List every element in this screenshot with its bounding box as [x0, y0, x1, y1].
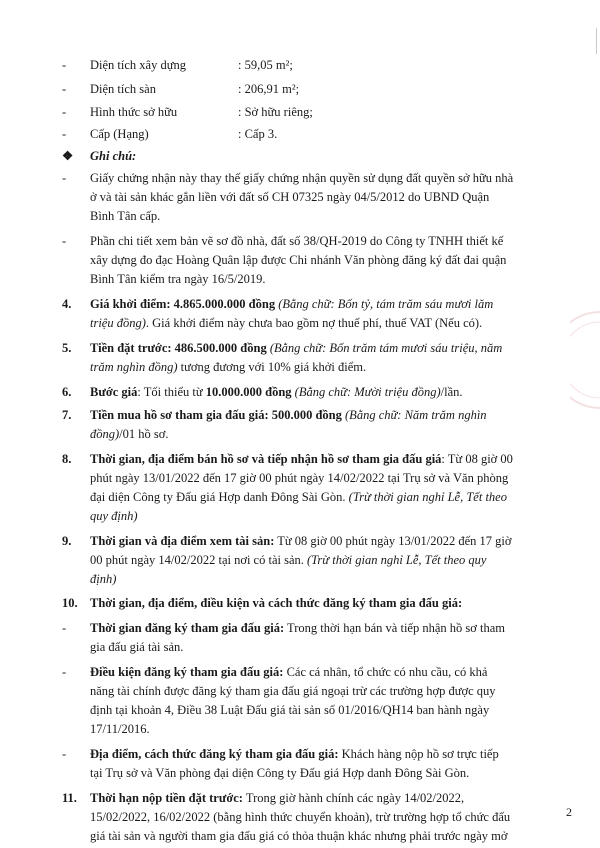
- words: đồng): [90, 427, 120, 441]
- item-value: : 206,91 m²;: [238, 82, 300, 96]
- dash-bullet: -: [62, 127, 67, 141]
- label: Thời hạn nộp tiền đặt trước:: [90, 791, 243, 805]
- section-7-line-1: [90, 409, 487, 422]
- section-5-line-1: [90, 342, 502, 355]
- section-number: 4.: [62, 297, 72, 311]
- note-title: Ghi chú:: [90, 149, 137, 163]
- label: Thời gian đăng ký tham gia đấu giá:: [90, 621, 285, 635]
- section-4-line-1: [90, 298, 493, 311]
- dash-bullet: -: [62, 665, 67, 679]
- dash-bullet: -: [62, 171, 67, 185]
- item-label: Hình thức sở hữu: [90, 105, 178, 119]
- section-9-line-3: định): [90, 572, 117, 586]
- item-value: : Cấp 3.: [238, 127, 278, 141]
- section-10a-line-2: gia đấu giá tài sản.: [90, 640, 184, 654]
- section-9-line-1: [90, 535, 512, 548]
- amount: 486.500.000 đồng: [174, 341, 267, 355]
- page-number: 2: [566, 805, 572, 819]
- section-7-line-2: [90, 428, 169, 441]
- dash-bullet: -: [62, 58, 67, 72]
- dash-bullet: -: [62, 747, 67, 761]
- words: (Bằng chữ: Bốn tỷ, tám trăm sáu mươi lăm: [278, 297, 494, 311]
- section-10b-line-4: 17/11/2016.: [90, 722, 150, 736]
- text: Khách hàng nộp hồ sơ trực tiếp: [338, 747, 499, 761]
- faded-stamp: [570, 300, 600, 420]
- item-value: : Sở hữu riêng;: [238, 105, 313, 119]
- section-10b-line-2: năng tài chính được đăng ký tham gia đấu giá ngoại trừ các trường hợp được quy: [90, 684, 496, 698]
- text: đại diện Công ty Đấu giá Hợp danh Đông Sài Gòn.: [90, 490, 349, 504]
- amount: 4.865.000.000 đồng: [173, 297, 276, 311]
- section-11-line-1: [90, 792, 464, 805]
- section-10-title: Thời gian, địa điểm, điều kiện và cách thức đăng ký tham gia đấu giá:: [90, 596, 463, 610]
- label: Bước giá: [90, 385, 138, 399]
- amount: 10.000.000 đồng: [205, 385, 292, 399]
- section-number: 8.: [62, 452, 72, 466]
- label: Thời gian và địa điểm xem tài sản:: [90, 534, 275, 548]
- item-label: Diện tích xây dựng: [90, 58, 186, 72]
- text: . Giá khởi điểm này chưa bao gồm nợ thuế phí, thuế VAT (Nếu có).: [145, 316, 483, 330]
- text: : Từ 08 giờ 00: [441, 452, 513, 466]
- words: (Bằng chữ: Năm trăm nghìn: [341, 408, 487, 422]
- note: (Trừ thời gian nghỉ Lễ, Tết theo: [348, 490, 507, 504]
- label: Giá khởi điểm:: [90, 297, 171, 311]
- words: (Bằng chữ: Bốn trăm tám mươi sáu triệu, năm: [269, 341, 503, 355]
- dash-bullet: -: [62, 234, 67, 248]
- label: Thời gian, địa điểm bán hồ sơ và tiếp nhận hồ sơ tham gia đấu giá: [90, 452, 442, 466]
- text: 00 phút ngày 14/02/2022 tại nơi có tài sản.: [90, 553, 307, 567]
- label: Tiền mua hồ sơ tham gia đấu giá: 500.000 đồng: [90, 408, 342, 422]
- section-number: 10.: [62, 596, 78, 610]
- item-label: Diện tích sàn: [90, 82, 156, 96]
- words: (Bằng chữ: Mười triệu đồng): [291, 385, 441, 399]
- section-8-line-2: phút ngày 13/01/2022 đến 17 giờ 00 phút ngày 14/02/2022 tại Trụ sở và Văn phòng: [90, 471, 509, 485]
- label: Tiền đặt trước:: [90, 341, 172, 355]
- dash-bullet: -: [62, 82, 67, 96]
- section-10a-line-1: [90, 622, 505, 635]
- text: : Tối thiểu từ: [137, 385, 206, 399]
- note-line: Giấy chứng nhận này thay thế giấy chứng nhận quyền sử dụng đất quyền sở hữu nhà: [90, 171, 514, 185]
- section-10c-line-1: [90, 748, 499, 761]
- section-11-line-2: 15/02/2022, 16/02/2022 (bằng hình thức chuyển khoản), trừ trường hợp tổ chức đấu: [90, 810, 511, 824]
- note-line: Bình Tân cấp.: [90, 209, 161, 223]
- section-number: 5.: [62, 341, 72, 355]
- section-10b-line-1: [90, 666, 487, 679]
- section-number: 7.: [62, 408, 72, 422]
- item-label: Cấp (Hạng): [90, 127, 149, 141]
- note: (Trừ thời gian nghỉ Lễ, Tết theo quy: [307, 553, 487, 567]
- section-number: 9.: [62, 534, 72, 548]
- words: triệu đồng): [90, 316, 146, 330]
- text: Từ 08 giờ 00 phút ngày 13/01/2022 đến 17 giờ: [274, 534, 512, 548]
- label: Địa điểm, cách thức đăng ký tham gia đấu giá:: [90, 747, 339, 761]
- note-line: Bình Tân kiểm tra ngày 16/5/2019.: [90, 272, 266, 286]
- section-8-line-3: [90, 491, 507, 504]
- section-8-line-1: [90, 453, 513, 466]
- text: Trong giờ hành chính các ngày 14/02/2022,: [242, 791, 465, 805]
- text: /01 hồ sơ.: [119, 427, 169, 441]
- dash-bullet: -: [62, 621, 67, 635]
- section-10c-line-2: tại Trụ sở và Văn phòng đại diện Công ty Đấu giá Hợp danh Đông Sài Gòn.: [90, 766, 470, 780]
- text: Trong thời hạn bán và tiếp nhận hồ sơ tham: [284, 621, 505, 635]
- note-line: Phần chi tiết xem bản vẽ sơ đồ nhà, đất số 38/QH-2019 do Công ty TNHH thiết kế: [90, 234, 504, 248]
- diamond-bullet-icon: ❖: [62, 149, 74, 163]
- section-5-line-2: [90, 361, 366, 374]
- section-10b-line-3: định tại khoản 4, Điều 38 Luật Đấu giá tài sản số 01/2016/QH14 ban hành ngày: [90, 703, 490, 717]
- dash-bullet: -: [62, 105, 67, 119]
- text: Các cá nhân, tổ chức có nhu cầu, có khả: [283, 665, 488, 679]
- item-value: : 59,05 m²;: [238, 58, 293, 72]
- text: /lần.: [440, 385, 463, 399]
- edge-mark: [596, 28, 597, 54]
- section-6-line: [90, 386, 463, 399]
- note-line: xây dựng đo đạc Hoàng Quân lập được Chi nhánh Văn phòng đăng ký đất đai quận: [90, 253, 507, 267]
- label: Điều kiện đăng ký tham gia đấu giá:: [90, 665, 284, 679]
- section-11-line-3: giá tài sản và người tham gia đấu giá có thỏa thuận khác nhưng phải trước ngày mở: [90, 829, 508, 843]
- section-4-line-2: [90, 317, 482, 330]
- text: tương đương với 10% giá khởi điểm.: [177, 360, 367, 374]
- section-8-line-4: quy định): [90, 509, 138, 523]
- section-9-line-2: [90, 554, 486, 567]
- words: trăm nghìn đồng): [90, 360, 178, 374]
- note-line: ở và tài sản khác gắn liền với đất số CH 07325 ngày 04/5/2012 do UBND Quận: [90, 190, 490, 204]
- section-number: 11.: [62, 791, 77, 805]
- section-number: 6.: [62, 385, 72, 399]
